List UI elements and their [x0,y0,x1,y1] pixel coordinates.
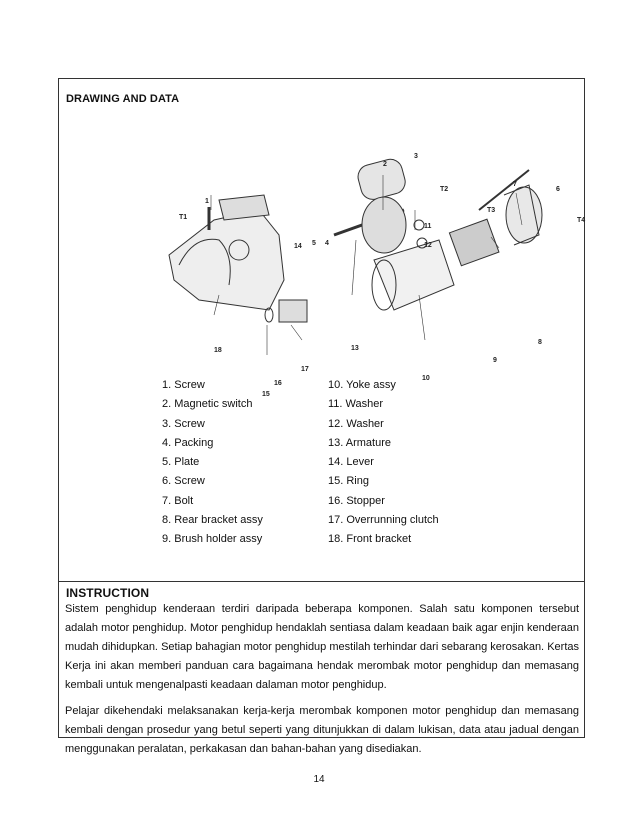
callout-12: 12 [424,242,432,249]
part-left: 5. Plate [162,456,200,469]
callout-T2: T2 [440,186,449,193]
callout-14: 14 [294,243,302,250]
callout-9: 9 [493,357,497,364]
part-right: 10. Yoke assy [328,379,396,391]
callout-17: 17 [301,366,309,373]
callout-18: 18 [214,347,222,354]
part-left: 9. Brush holder assy [162,533,263,546]
parts-row [156,456,456,475]
callout-4: 4 [325,240,329,247]
parts-row [156,514,456,533]
instruction-section-title: INSTRUCTION [66,586,150,600]
starter-motor-exploded-diagram [119,115,586,405]
part-left: 4. Packing [162,436,214,449]
part-right: 16. Stopper [328,494,385,507]
part-right: 18. Front bracket [328,533,412,546]
instruction-paragraph-1: Sistem penghidup kenderaan terdiri daripada beberapa komponen. Salah satu komponen tersebut adalah motor penghidup. Motor penghidup hendaklah sentiasa dalam keadaan baik agar enjin kenderaan mudah dihidupkan. Setiap bahagian motor penghidup mestilah terhindar dari sebarang kerosakan. Kertas Kerja ini akan memberi panduan cara bagaimana hendak merombak motor penghidup dan memasang kembali untuk mengenalpasti keadaan dalaman motor penghidup. [65,603,579,691]
part-right: 17. Overrunning clutch [328,514,439,527]
parts-row [156,495,456,514]
parts-list [156,379,456,553]
part-right: 13. Armature [328,436,391,449]
parts-row [156,398,456,417]
callout-1: 1 [205,198,209,205]
callout-7: 7 [513,181,517,188]
callout-15: 15 [262,391,270,398]
callout-2: 2 [383,161,387,168]
parts-row [156,475,456,494]
callout-T3: T3 [487,207,496,214]
part-right: 12. Washer [328,417,384,430]
callout-3: 3 [414,153,418,160]
page-number: 14 [313,774,325,785]
callout-5: 5 [312,240,316,247]
part-right: 15. Ring [328,475,369,488]
instruction-paragraph-2: Pelajar dikehendaki melaksanakan kerja-kerja merombak komponen motor penghidup dan memasang kembali dengan prosedur yang betul seperti yang ditunjukkan di dalam lukisan, data atau jadual dengan menggunakan peralatan, perkakasan dan bahan-bahan yang disediakan. [65,705,579,755]
part-right: 14. Lever [328,456,374,469]
parts-row [156,533,456,552]
callout-6: 6 [556,186,560,193]
parts-row [156,379,456,398]
worksheet-frame [58,78,586,755]
callout-T4: T4 [577,217,586,224]
instruction-body [65,600,579,759]
drawing-section-title: DRAWING AND DATA [66,93,180,105]
callout-10: 10 [422,375,430,382]
part-left: 7. Bolt [162,494,194,507]
callout-T1: T1 [179,214,188,221]
part-left: 3. Screw [162,417,205,430]
callout-11: 11 [424,223,432,230]
part-left: 6. Screw [162,475,205,488]
part-left: 8. Rear bracket assy [162,514,263,527]
callout-16: 16 [274,380,282,387]
section-divider [59,581,584,582]
parts-row [156,418,456,437]
callout-8: 8 [538,339,542,346]
part-left: 1. Screw [162,379,205,391]
parts-row [156,437,456,456]
callout-13: 13 [351,345,359,352]
part-right: 11. Washer [328,398,384,411]
part-left: 2. Magnetic switch [162,398,253,411]
